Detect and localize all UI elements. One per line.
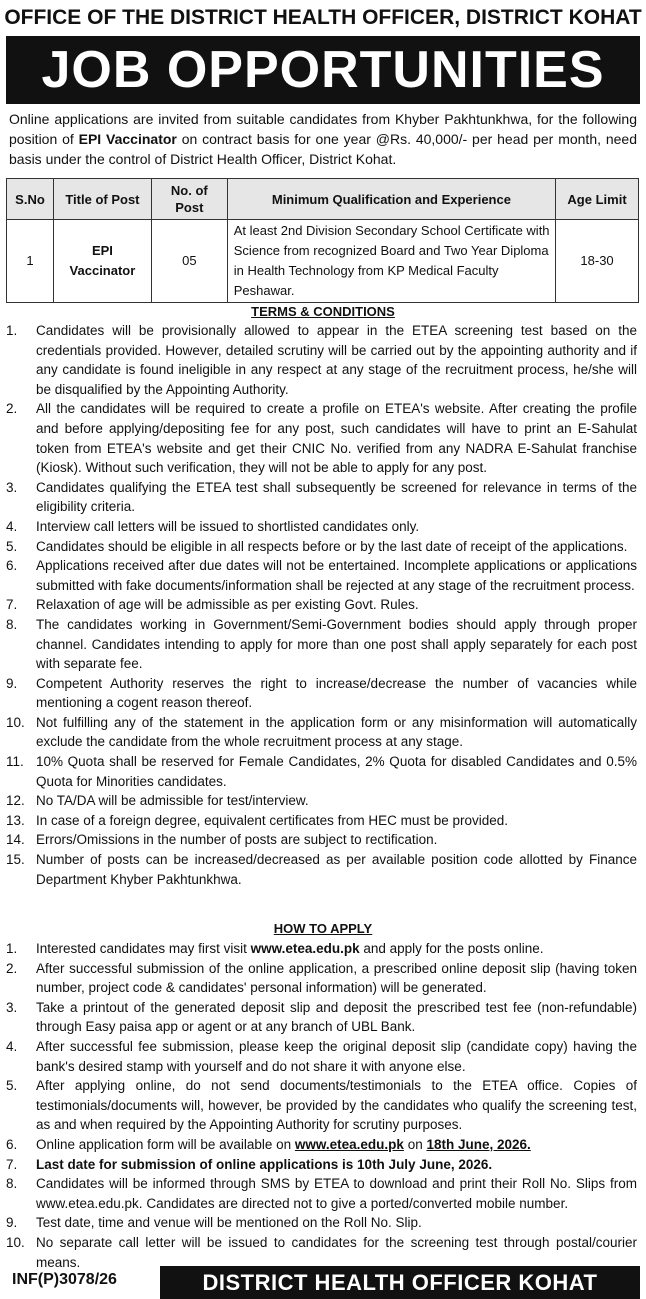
list-item: [6, 850, 637, 889]
list-item: [6, 791, 637, 811]
item-text: After successful submission of the online application, a prescribed online deposit slip (having token number, project code & candidates' personal information) will be generated.: [36, 960, 637, 996]
item-text: Test date, time and venue will be mentioned on the Roll No. Slip.: [36, 1215, 422, 1231]
availability-date: 18th June, 2026.: [426, 1136, 531, 1152]
item-number: 13.: [6, 812, 25, 828]
list-item: [6, 537, 637, 557]
item-number: 3.: [6, 999, 18, 1015]
item-number: 1.: [6, 323, 18, 338]
item-text: The candidates working in Government/Semi-Government bodies should apply through proper channel. Candidates intending to apply for more than one post shall apply separately for each post with separate fee.: [36, 616, 637, 672]
item-number: 10.: [6, 1234, 25, 1250]
list-item: [6, 1213, 637, 1233]
item-number: 12.: [6, 793, 25, 809]
list-item: [6, 517, 637, 537]
advertisement-reference: INF(P)3078/26: [12, 1271, 117, 1288]
list-item: [6, 399, 637, 477]
item-number: 3.: [6, 479, 18, 495]
item-text: Relaxation of age will be admissible as per existing Govt. Rules.: [36, 597, 419, 613]
cell-posts: 05: [151, 220, 227, 303]
header-qualification: Minimum Qualification and Experience: [227, 179, 555, 220]
apply-list: [6, 939, 637, 1272]
item-text: Candidates qualifying the ETEA test shall subsequently be screened for relevance in terms of the eligibility criteria.: [36, 479, 637, 515]
item-text: All the candidates will be required to create a profile on ETEA's website. After creating the profile and before applying/depositing fee for any post, such candidates will have to print an E-Sahulat token from ETEA's website and get their CNIC No. verified from any NADRA E-Sahulat franchise (Kiosk). Without such verification, they will not be able to apply for any post.: [36, 401, 637, 476]
item-number: 5.: [6, 538, 18, 554]
list-item: [6, 478, 637, 517]
intro-text-part1: Online applications are invited from suitable candidates from Khyber Pakhtunkhwa, for the following position of: [9, 111, 637, 147]
cell-age: 18-30: [556, 220, 639, 303]
item-number: 14.: [6, 832, 25, 848]
item-text: 10% Quota shall be reserved for Female Candidates, 2% Quota for disabled Candidates and 0.5% Quota for Minorities candidates.: [36, 754, 637, 789]
item-text: [36, 1135, 637, 1155]
item-number: 2.: [6, 960, 18, 976]
list-item: [6, 674, 637, 713]
item-number: 6.: [6, 558, 18, 574]
header-sno: S.No: [7, 179, 54, 220]
item-number: 4.: [6, 1038, 18, 1054]
intro-post-name: EPI Vaccinator: [78, 131, 177, 147]
intro-paragraph: [9, 109, 637, 169]
item-text: Competent Authority reserves the right to increase/decrease the number of vacancies while mentioning a cogent reason thereof.: [36, 675, 637, 711]
posts-table: [6, 178, 639, 303]
item-text: Applications received after due dates will not be entertained. Incomplete applications or applications submitted with fake documents/information shall be rejected at any stage of the recruitment process.: [36, 558, 637, 593]
list-item: [6, 321, 637, 399]
issuing-authority: DISTRICT HEALTH OFFICER KOHAT: [160, 1266, 640, 1299]
list-item: [6, 713, 637, 752]
list-item: [6, 939, 637, 959]
list-item: [6, 1155, 637, 1175]
item-text: Interview call letters will be issued to shortlisted candidates only.: [36, 518, 420, 534]
list-item: [6, 556, 637, 595]
item-number: 11.: [6, 754, 24, 770]
item-text: No TA/DA will be admissible for test/interview.: [36, 793, 309, 809]
list-item: [6, 998, 637, 1037]
item-number: 6.: [6, 1136, 18, 1152]
item-number: 4.: [6, 518, 18, 534]
item-text: [36, 939, 637, 959]
terms-heading: TERMS & CONDITIONS: [251, 304, 395, 319]
item-number: 5.: [6, 1078, 18, 1094]
intro-text-part2: on contract basis for one year @Rs. 40,000/- per head per month, need basis under the control of District Health Officer, District Kohat.: [9, 131, 637, 167]
list-item: [6, 615, 637, 674]
header-age-limit: Age Limit: [556, 179, 639, 220]
list-item: [6, 1076, 637, 1135]
list-item: [6, 1174, 637, 1213]
item-text: After applying online, do not send documents/testimonials to the ETEA office. Copies of testimonials/documents will, however, be provided by the candidates who qualify the screening test, as and when required by the Appointing Authority for scrutiny purposes.: [36, 1078, 637, 1133]
list-item: [6, 595, 637, 615]
cell-title: EPI Vaccinator: [53, 220, 151, 303]
item-text: Not fulfilling any of the statement in the application form or any misinformation will automatically exclude the candidate from the whole recruitment process at any stage.: [36, 714, 637, 750]
item-number: 15.: [6, 852, 25, 868]
etea-link[interactable]: www.etea.edu.pk: [294, 1136, 404, 1152]
item-number: 9.: [6, 1215, 18, 1231]
item-text: Candidates will be informed through SMS by ETEA to download and print their Roll No. Slips from www.etea.edu.pk. Candidates are directed not to give a ported/converted mobile number.: [36, 1176, 637, 1211]
how-to-apply-heading: HOW TO APPLY: [273, 921, 373, 936]
header-title-of-post: Title of Post: [53, 179, 151, 220]
item-text: Number of posts can be increased/decreased as per available position code allotted by Finance Department Khyber Pakhtunkhwa.: [36, 852, 637, 887]
item-text-part: Interested candidates may first visit: [36, 941, 251, 956]
table-row: [7, 220, 639, 303]
job-opportunities-banner: JOB OPPORTUNITIES: [6, 36, 640, 104]
item-text-part: Online application form will be available on: [36, 1136, 295, 1152]
item-number: 8.: [6, 1176, 18, 1192]
terms-list: [6, 321, 637, 889]
item-text-part: on: [403, 1136, 427, 1152]
item-text: Candidates should be eligible in all respects before or by the last date of receipt of the applications.: [36, 538, 628, 554]
item-text: No separate call letter will be issued to candidates for the screening test through postal/courier means.: [36, 1234, 637, 1270]
list-item: [6, 752, 637, 791]
item-text-part: and apply for the posts online.: [359, 941, 544, 956]
item-text: After successful fee submission, please keep the original deposit slip (candidate copy) having the bank's desired stamp with yourself and do not share it with anyone else.: [36, 1038, 637, 1074]
cell-sno: 1: [7, 220, 54, 303]
item-text: Candidates will be provisionally allowed to appear in the ETEA screening test based on the credentials provided. However, detailed scrutiny will be carried out by the appointing authority and if any candidate is found ineligible in any respect at any stage of the recruitment process, he/she will be disqualified by the Appointing Authority.: [36, 323, 637, 397]
list-item: [6, 830, 637, 850]
list-item: [6, 959, 637, 998]
cell-qualification: At least 2nd Division Secondary School Certificate with Science from recognized Board and Two Year Diploma in Health Technology from KP Medical Faculty Peshawar.: [227, 220, 555, 303]
header-no-of-post: No. of Post: [151, 179, 227, 220]
last-date-text: Last date for submission of online applications is 10th July June, 2026.: [36, 1156, 493, 1172]
item-text: Errors/Omissions in the number of posts are subject to rectification.: [36, 832, 438, 848]
item-number: 2.: [6, 401, 18, 417]
etea-link[interactable]: www.etea.edu.pk: [250, 941, 360, 956]
list-item: [6, 1037, 637, 1076]
item-number: 8.: [6, 616, 18, 632]
item-text: In case of a foreign degree, equivalent certificates from HEC must be provided.: [36, 812, 508, 828]
item-number: 7.: [6, 1156, 18, 1172]
table-header-row: [7, 179, 639, 220]
item-number: 9.: [6, 675, 18, 691]
item-number: 7.: [6, 597, 18, 613]
list-item: [6, 1135, 637, 1155]
item-number: 1.: [6, 941, 18, 956]
item-text: Take a printout of the generated deposit slip and deposit the prescribed test fee (non-refundable) through Easy paisa app or agent or at any branch of UBL Bank.: [36, 999, 637, 1035]
list-item: [6, 811, 637, 831]
office-heading: OFFICE OF THE DISTRICT HEALTH OFFICER, DISTRICT KOHAT: [4, 6, 642, 29]
item-number: 10.: [6, 714, 25, 730]
